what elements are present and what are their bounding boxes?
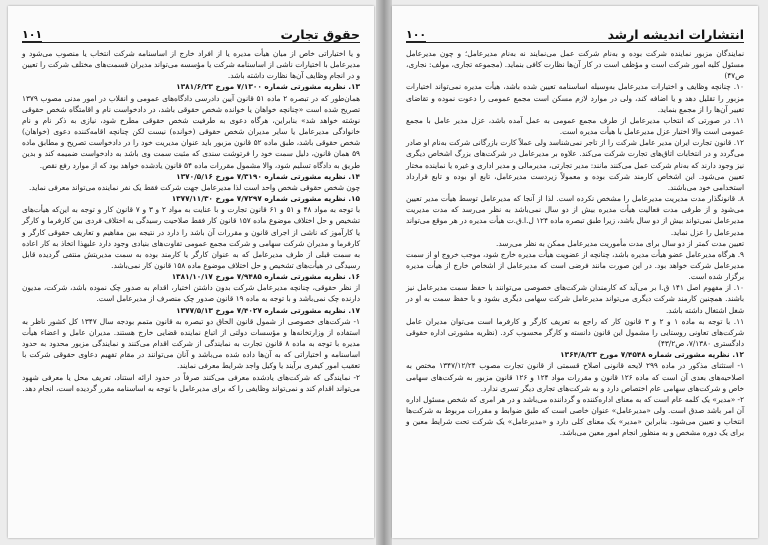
left-page-body — [22, 48, 360, 532]
paragraph: همان‌طور که در تبصره ۲ ماده ۵۱ قانون آیین دادرسی دادگاه‌های عمومی و انقلاب در امور مدنی مصوب ۱۳۷۹ تصریح شده است «چنانچه خواهان یا خوانده شخص حقوقی باشد، در دادخواست نام و اقامتگاه شخص حقوقی نوشته خواهد شد» بنابراین، هرگاه دعوی به طرفیت شخص حقوقی مطرح شود، نیازی به ذکر نام و نام خانوادگی مدیرعامل یا سایر مدیران شخص حقوقی (خوانده) نیست لکن چنانچه اقامه‌کننده دعوی (خواهان) شخص حقوقی باشد، طبق ماده ۵۲ قانون مزبور باید عنوان مدیریت خود را در دادخواست تصریح و مطابق ماده ۵۹ همان قانون، دلیل سمت خود را فرتوشت سندی که مثبت سمت وی باشد به دادخواست ضمیمه کند و بدین طریق به دادگاه تسلیم شود، والا مشمول مقررات ماده ۵۴ قانون یادشده خواهد بود که از موارد رفع نقص. — [22, 93, 360, 170]
paragraph: ۱۱. با توجه به ماده ۱ و ۲ و ۳ قانون کار که راجع به تعریف کارگر و کارفرما است می‌توان مدیران عامل شرکت‌های تعاونی روستایی را مشمول این قانون دانسته و کارگر محسوب کرد. (نظریه مشورتی اداره حقوقی دادگستری ۷/۱۳۸۰، ص۴۳/۲) — [406, 316, 745, 349]
paragraph: ۲- «مدیر» یک کلمه عام است که به معنای اداره‌کننده و گرداننده می‌باشد و در هر امری که شخص مسئول اداره آن امر باشد صدق است. ولی «مدیرعامل» عنوان خاصی است که طبق ضوابط و مقررات مربوط به شرکت‌ها انتخاب و تعیین می‌شود. بنابراین «مدیر» یک معنای کلی دارد و «مدیرعامل» یک شرکت تحت شرایط معین و برای یک دوره مشخص و به منظور انجام امور معین می‌باشد. — [406, 394, 744, 438]
opinion-heading: ۱۲. نظریه مشورتی شماره ۷/۴۵۴۸ مورخ ۱۳۶۴/۸/۲۳ — [560, 350, 744, 360]
paragraph: ۸. قانونگذار مدت مدیریت مدیرعامل را مشخص نکرده است. لذا از آنجا که مدیرعامل توسط هیأت مدیر تعیین می‌شود و از طرفی مدت فعالیت هیأت مدیره بیش از دو سال نمی‌باشد به نظر می‌رسد که مدت مدیریت مدیرعامل نمی‌تواند بیش از دو سال باشد، زیرا طبق تبصره ماده ۱۲۴ ل.ا.ق.ت هیأت مدیره در هر موقع می‌تواند مدیرعامل را عزل نماید. — [406, 194, 744, 237]
right-page-number: ۱۰۰ — [406, 28, 427, 41]
book-spine — [376, 0, 392, 545]
paragraph: ۱۰. از مفهوم اصل ۱۴۱ ق.ا بر می‌آید که کارمندان شرکت‌های خصوصی می‌توانند با حفظ سمت مدیرعامل نیز باشند. همچنین کارمند شرکت دیگری می‌تواند مدیرعامل شرکت سهامی دیگری بشود و با حفظ سمت به او در شغل اشتغال داشته باشد. — [406, 283, 744, 315]
paragraph: از نظر حقوقی، چنانچه مدیرعامل شرکت بدون داشتن اختیار، اقدام به صدور چک نموده باشد، شرکت، مدیون دارنده چک نمی‌باشد و با توجه به ماده ۱۹ قانون صدور چک منصرف از مدیرعامل است. — [22, 283, 360, 304]
opinion-heading: ۱۵. نظریه مشورتی شماره ۷/۷۲۹۷ مورخ ۱۳۷۷/۱۱/۳۰ — [171, 194, 360, 204]
paragraph: ۱- شرکت‌های خصوصی از شمول قانون الحاق دو تبصره به قانون متمم بودجه سال ۱۳۴۷ کل کشور ناظر به استفاده از وزارتخانه‌ها و مؤسسات دولتی از اتباع نماینده قضایی خارج هستند. مدیران عامل و اعضاء هیأت مدیره با توجه به ماده ۸ قانون تجارت به نمایندگی از شرکت اقدام می‌کنند و نمایندگی مزبور محدود به حدود اساسنامه و اختیاراتی که به آن‌ها داده شده می‌باشد و آنان می‌توانند در مقام تفهیم دعاوی حقوقی شرکت با تعقیب امور کیفری برآیند یا وکیل واجد شرایط معرفی نمایند. — [22, 316, 360, 371]
paragraph: با توجه به مواد ۴۸ و ۵۱ و ۶۱ قانون تجارت و با عنایت به مواد ۲ و ۳ و ۷ قانون کار و توجه به این‌که هیأت‌های تشخیص و حل اختلاف موضوع ماده ۱۵۷ قانون کار فقط صلاحیت رسیدگی به اختلاف فردی بین کارفرما و کارگر یا کارآموز که ناشی از اجرای قانون و مقررات آن باشد را دارد در نتیجه بین مفاهیم و تعاریف حقوقی کارگر و کارفرما و مدیران شرکت سهامی و شرکت مجمع عمومی تفاوت‌های بنیادی وجود دارد علیهذا اتخاذ به کار اعاده به سمت قبلی از طرف مدیرعامل که به عنوان کارگر یا کارمند بوده به سمت مدیریتش منتفی گردیده قابل رسیدگی در هیأت‌های تشخیص و حل اختلاف موضوع ماده ۱۵۸ قانون کار نمی‌باشد. — [22, 205, 361, 270]
paragraph: ۱۰. چنانچه وظایف و اختیارات مدیرعامل به‌وسیله اساسنامه تعیین شده باشد، هیأت مدیره نمی‌تواند اختیارات مزبور را تقلیل دهد و یا اضافه کند، ولی در موارد لازم مسکن است مجمع عمومی را دعوت نموده و تقاضای تغییر آن‌ها را از مجمع بنماید. — [406, 82, 744, 114]
left-page-title: حقوق تجارت — [280, 27, 360, 42]
left-page-header — [22, 20, 360, 43]
paragraph: ۱۲. قانون تجارت ایران مدیر عامل شرکت را از تاجر نمی‌شناسد ولی عملاً کارت بازرگانی شرکت به‌نام او صادر می‌گردد و در انتخابات اتاق‌های تجارت شرکت می‌کند. علاوه بر مدیرعامل در شرکت‌های بزرگ اشخاص دیگری نیز وجود دارند که به‌نام شرکت عمل می‌کنند مانند: مدیر تجارتی، مدیرمالی و مدیر اداری و غیره یا نماینده مختار تعیین می‌شود. این اشخاص کارمند شرکت بوده و معمولاً زیردست مدیرعامل، تابع او بوده و تابع قرارداد استخدامی خود می‌باشند. — [406, 138, 744, 192]
paragraph: ۹. هرگاه مدیرعامل عضو هیأت مدیره باشد، چنانچه از عضویت هیأت مدیره خارج شود، موجب خروج او از سمت مدیرعامل شرکت خواهد بود. در این صورت مانند فرضی است که مدیرعامل از اشخاص خارج از هیأت مدیره برگزار شده است. — [406, 249, 744, 282]
left-page-number: ۱۰۱ — [22, 28, 43, 41]
right-page-body — [406, 48, 744, 532]
right-page-header — [406, 20, 744, 43]
paragraph: ۲- نمایندگی که شرکت‌های یادشده معرفی می‌کنند صرفاً در حدود ارائه استناد، تعریف محل یا معرفی شهود می‌تواند اقدام کند و نمی‌تواند وظایفی را که برای مدیرعامل با توجه به اساسنامه مقرر گردیده است، انجام دهد. — [22, 372, 360, 393]
paragraph: چون شخص حقوقی شخص واحد است لذا مدیرعامل جهت شرکت فقط یک نفر نماینده می‌تواند معرفی نماید. — [29, 182, 360, 192]
paragraph: و یا اختیاراتی خاص از میان هیأت مدیره یا از افراد خارج از اساسنامه شرکت انتخاب یا منصوب می‌شود و مدیرعامل با اختیارات ناشی از اساسنامه شرکت یا مؤسسه می‌تواند مدیران قسمت‌های مختلف شرکت را تعیین و در انجام وظایف آن‌ها نظارت داشته باشد. — [22, 49, 360, 81]
paragraph: تعیین مدت کمتر از دو سال برای مدت مأموریت مدیرعامل ممکن به نظر می‌رسد. — [496, 238, 744, 248]
paragraph: نمایندگان مزبور نماینده شرکت بوده و به‌نام شرکت عمل می‌نمایند نه به‌نام مدیرعامل؛ و چون مدیرعامل مسئول کلیه امور شرکت است و مؤظف است در کار آن‌ها نظارت کافی بنماید. (مجموعه تجاری، مولف: نجاری، ص۴۷) — [406, 49, 744, 81]
opinion-heading: ۱۴. نظریه مشورتی شماره ۷/۳۱۹۰ مورخ ۱۳۷۰/۵/۱۶ — [176, 171, 360, 181]
left-page — [8, 6, 374, 538]
opinion-heading: ۱۷. نظریه مشورتی شماره ۷/۴۰۲۷ مورخ ۱۳۷۷/۵/۱۳ — [176, 305, 360, 315]
right-page — [392, 6, 758, 538]
paragraph: ۱۱. در صورتی که انتخاب مدیرعامل از طرف مجمع عمومی به عمل آمده باشد، عزل مدیر عامل با مجمع عمومی است والا اختیار عزل مدیرعامل با هیأت مدیره است. — [406, 115, 744, 137]
right-page-title: انتشارات اندیشه ارشد — [607, 27, 744, 42]
opinion-heading: ۱۶. نظریه مشورتی شماره ۷/۹۴۸۵ مورخ ۱۳۸۱/۱۰/۱۷ — [171, 272, 360, 282]
opinion-heading: ۱۳. نظریه مشورتی شماره ۷/۱۳۰۰ مورخ ۱۳۸۱/۶/۲۳ — [176, 82, 360, 92]
paragraph: ۱- استثنای مذکور در ماده ۲۹۹ لایحه قانونی اصلاح قسمتی از قانون تجارت مصوب ۱۳۴۷/۱۲/۲۴ مختص به اصلاحیه‌های بعدی آن است که ماده ۱۲۶ قانون و مقررات مواد ۱۲۴ و ۱۲۶ قانون مزبور به شرکت‌های سهامی خاص و شرکت‌های سهامی عام اختصاص دارد و به شرکت‌های تجاری دیگر تسری ندارد. — [406, 361, 745, 393]
